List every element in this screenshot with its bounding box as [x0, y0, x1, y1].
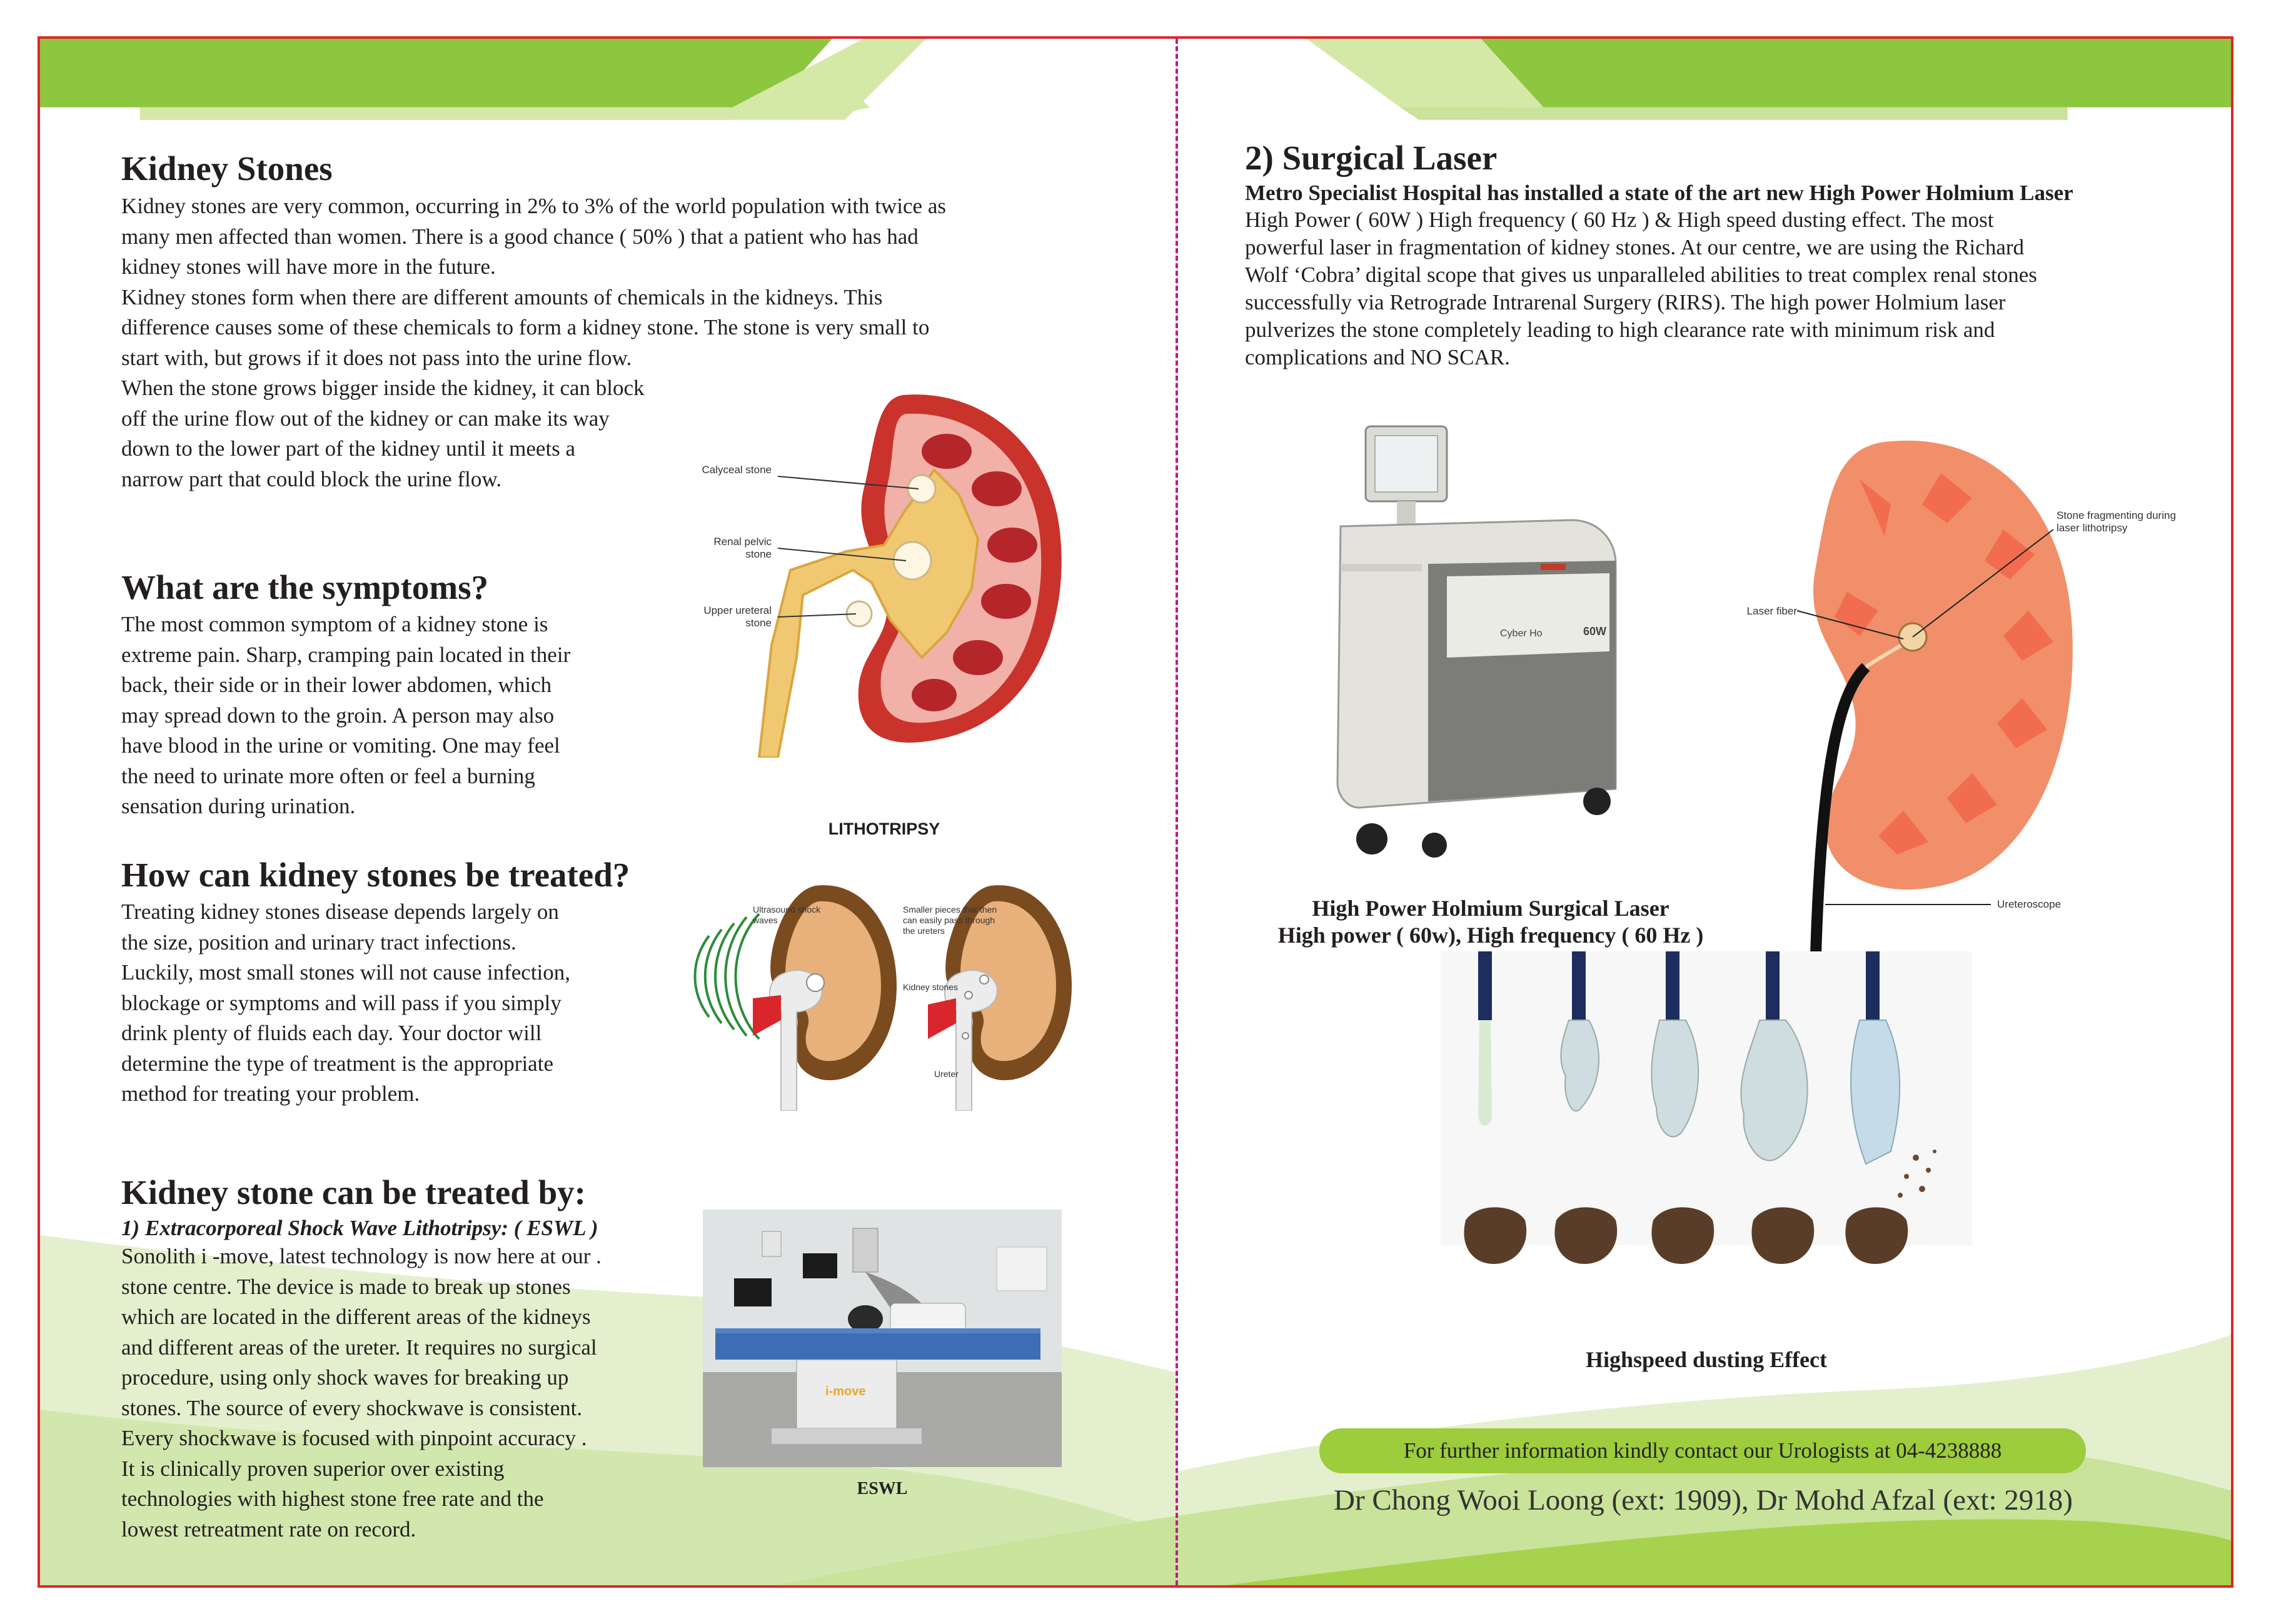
- text-line: complications and NO SCAR.: [1245, 345, 1510, 369]
- text-line: Treating kidney stones disease depends largely on: [121, 900, 559, 924]
- text-line: down to the lower part of the kidney until it meets a: [121, 436, 576, 461]
- text-line: may spread down to the groin. A person may also: [121, 703, 555, 728]
- text-line: extreme pain. Sharp, cramping pain located in their: [121, 642, 571, 667]
- eswl-photo: [703, 1210, 1062, 1467]
- text-line: The most common symptom of a kidney stone is: [121, 612, 548, 636]
- text-line: It is clinically proven superior over existing: [121, 1456, 505, 1481]
- contact-text: For further information kindly contact our Urologists at 04-4238888: [1403, 1438, 2002, 1463]
- contact-banner: [1319, 1428, 2086, 1473]
- label-laser-fiber: Laser fiber: [1746, 605, 1797, 617]
- surgical-laser-lead: Metro Specialist Hospital has installed a state of the art new High Power Holmium Laser: [1245, 181, 2073, 205]
- text-line: procedure, using only shock waves for breaking up: [121, 1365, 569, 1390]
- brochure-spread: [38, 36, 2233, 1588]
- text-line: drink plenty of fluids each day. Your doctor will: [121, 1021, 542, 1045]
- heading-treatment: How can kidney stones be treated?: [121, 856, 630, 894]
- text-line: narrow part that could block the urine flow.: [121, 466, 502, 491]
- laser-kidney-illustration: [1678, 404, 2228, 955]
- text-line: which are located in the different areas of the kidneys: [121, 1305, 591, 1329]
- dusting-effect-image: [1441, 951, 1972, 1301]
- laser-machine-image: [1303, 414, 1678, 876]
- heading-kidney-stones: Kidney Stones: [121, 149, 333, 188]
- laser-machine-illustration: [1303, 414, 1678, 876]
- text-line: stone centre. The device is made to break up stones: [121, 1274, 571, 1299]
- text-line: and different areas of the ureter. It requires no surgical: [121, 1335, 597, 1360]
- text-line: sensation during urination.: [121, 794, 356, 818]
- fold-line: [1176, 39, 1178, 1585]
- text-line: back, their side or in their lower abdomen, which: [121, 673, 552, 697]
- text-line: have blood in the urine or vomiting. One may feel: [121, 733, 560, 758]
- text-line: High Power ( 60W ) High frequency ( 60 Hz ) & High speed dusting effect. The most: [1245, 208, 1994, 232]
- surgical-laser-text: [1245, 206, 2195, 371]
- text-line: When the stone grows bigger inside the kidney, it can block: [121, 376, 645, 400]
- text-line: technologies with highest stone free rate and the: [121, 1486, 544, 1511]
- text-line: the need to urinate more often or feel a burning: [121, 763, 535, 788]
- label-ultrasound-shock-waves: Ultrasound shock waves: [753, 905, 821, 925]
- text-line: pulverizes the stone completely leading to high clearance rate with minimum risk and: [1245, 318, 1995, 342]
- laser-lithotripsy-diagram: [1678, 404, 2228, 955]
- text-line: Kidney stones form when there are different amounts of chemicals in the kidneys. This: [121, 284, 883, 309]
- text-line: Kidney stones are very common, occurring in 2% to 3% of the world population with twice as: [121, 194, 946, 218]
- lithotripsy-title: LITHOTRIPSY: [828, 820, 940, 838]
- text-line: Every shockwave is focused with pinpoint accuracy .: [121, 1426, 587, 1450]
- lithotripsy-diagram: [672, 811, 1097, 1111]
- text-line: powerful laser in fragmentation of kidney stones. At our centre, we are using the Richard: [1245, 235, 2025, 259]
- symptoms-text: [121, 609, 709, 822]
- label-ureteroscope: Ureteroscope: [1997, 898, 2062, 910]
- lithotripsy-illustration: [672, 848, 1097, 1111]
- text-line: Sonolith i -move, latest technology is now here at our .: [121, 1244, 602, 1268]
- heading-symptoms: What are the symptoms?: [121, 568, 489, 606]
- text-line: determine the type of treatment is the appropriate: [121, 1051, 553, 1076]
- text-line: kidney stones will have more in the future.: [121, 254, 496, 279]
- label-upper-ureteral-stone: Upper ureteral stone: [703, 604, 772, 629]
- caption-line: High Power Holmium Surgical Laser: [1312, 896, 1669, 921]
- text-line: off the urine flow out of the kidney or can make its way: [121, 406, 610, 431]
- laser-machine-caption: [1241, 895, 1741, 949]
- label-renal-pelvic-stone: Renal pelvic stone: [713, 536, 772, 560]
- eswl-text: [121, 1241, 734, 1545]
- label-kidney-stones: Kidney stones: [903, 982, 958, 992]
- dusting-illustration: [1441, 951, 1972, 1301]
- eswl-caption: ESWL: [857, 1479, 908, 1498]
- treatment-text: [121, 897, 715, 1110]
- label-smaller-pieces: Smaller pieces that then can easily pass through the ureters: [903, 905, 997, 936]
- heading-surgical-laser: 2) Surgical Laser: [1245, 139, 1498, 177]
- kidney-illustration: [697, 383, 1109, 758]
- text-line: stones. The source of every shockwave is consistent.: [121, 1395, 583, 1420]
- text-line: Luckily, most small stones will not cause infection,: [121, 960, 571, 985]
- power-label: 60W: [1583, 625, 1607, 638]
- text-line: start with, but grows if it does not pass into the urine flow.: [121, 345, 632, 370]
- machine-brand: i-move: [825, 1385, 866, 1398]
- device-label: Cyber Ho: [1500, 628, 1543, 639]
- text-line: blockage or symptoms and will pass if you simply: [121, 990, 561, 1015]
- eswl-subheading: 1) Extracorporeal Shock Wave Lithotripsy: ( ESWL ): [121, 1216, 598, 1240]
- text-line: successfully via Retrograde Intrarenal Surgery (RIRS). The high power Holmium laser: [1245, 290, 2006, 314]
- text-line: lowest retreatment rate on record.: [121, 1516, 416, 1541]
- label-calyceal-stone: Calyceal stone: [702, 464, 772, 476]
- dusting-caption: Highspeed dusting Effect: [1585, 1347, 1828, 1372]
- doctors-contacts: Dr Chong Wooi Loong (ext: 1909), Dr Mohd Afzal (ext: 2918): [1334, 1484, 2073, 1516]
- text-line: many men affected than women. There is a good chance ( 50% ) that a patient who has had: [121, 224, 919, 249]
- kidney-stones-diagram: [697, 383, 1109, 758]
- label-ureter: Ureter: [934, 1069, 959, 1079]
- label-stone-fragmenting: Stone fragmenting during laser lithotripsy: [2057, 509, 2176, 534]
- text-line: the size, position and urinary tract infections.: [121, 930, 516, 955]
- eswl-room-illustration: [703, 1210, 1062, 1467]
- text-line: difference causes some of these chemicals to form a kidney stone. The stone is very small to: [121, 315, 930, 339]
- caption-line: High power ( 60w), High frequency ( 60 Hz ): [1277, 923, 1704, 948]
- heading-treated-by: Kidney stone can be treated by:: [121, 1173, 586, 1211]
- text-line: method for treating your problem.: [121, 1081, 420, 1106]
- text-line: Wolf ‘Cobra’ digital scope that gives us unparalleled abilities to treat complex renal stones: [1245, 263, 2037, 287]
